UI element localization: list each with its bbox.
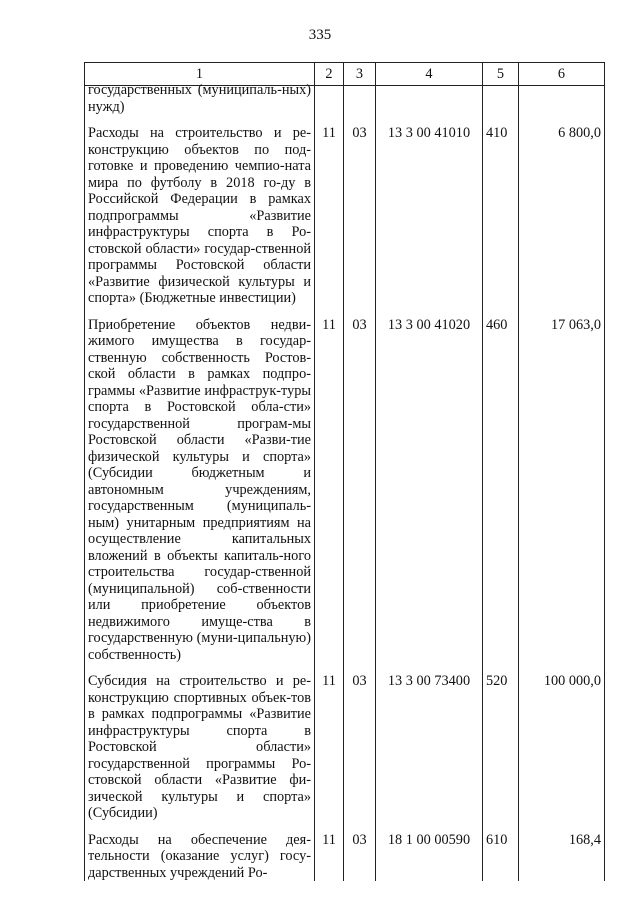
- row-subsection: 03: [344, 125, 376, 307]
- table-row-continuation: [85, 86, 605, 116]
- row-expense-type: 520: [483, 673, 519, 822]
- row-amount: 100 000,0: [519, 673, 605, 822]
- row-expense-type: 410: [483, 125, 519, 307]
- row-description: Расходы на обеспечение дея-тельности (оказание услуг) госу-дарственных учреждений Ро-: [85, 832, 315, 882]
- column-header-6: 6: [519, 63, 605, 86]
- row-amount: 6 800,0: [519, 125, 605, 307]
- column-header-5: 5: [483, 63, 519, 86]
- row-section: 11: [315, 125, 344, 307]
- budget-table: [84, 62, 605, 881]
- row-description: [85, 82, 315, 116]
- row-expense-type: 460: [483, 317, 519, 664]
- column-header-4: 4: [376, 63, 483, 86]
- column-header-2: 2: [315, 63, 344, 86]
- row-subsection: 03: [344, 673, 376, 822]
- row-amount: 168,4: [519, 832, 605, 882]
- page-number: 335: [308, 27, 332, 43]
- row-section: 11: [315, 673, 344, 822]
- row-expense-type: 610: [483, 832, 519, 882]
- table-row: [85, 673, 605, 822]
- continuation-text: государственных (муниципаль-ных) нужд): [88, 82, 311, 115]
- row-description: Приобретение объектов недви-жимого имущества в государ-ственную собственность Ростов-ской области в рамках подпро-граммы «Развитие инфраструк-туры спорта в Ростовской обла-сти» государственной програм-мы Ростовской области «Разви-тие физической культуры и спорта» (Субсидии бюджетным и автономным учреждениям, государственным (муниципаль-ным) унитарным предприятиям на осуществление капитальных вложений в объекты капиталь-ного строительства государ-ственной (муниципальной) соб-ственности или приобретение объектов недвижимого имуще-ства в государственную (муни-ципальную) собственность): [85, 317, 315, 664]
- row-target-code: 18 1 00 00590: [376, 832, 483, 882]
- table-row: [85, 832, 605, 882]
- table-row: [85, 317, 605, 664]
- row-subsection: 03: [344, 317, 376, 664]
- row-target-code: 13 3 00 41020: [376, 317, 483, 664]
- row-target-code: 13 3 00 73400: [376, 673, 483, 822]
- row-subsection: 03: [344, 832, 376, 882]
- column-header-1: 1: [85, 63, 315, 86]
- column-header-3: 3: [344, 63, 376, 86]
- row-section: 11: [315, 317, 344, 664]
- row-amount: 17 063,0: [519, 317, 605, 664]
- row-description: Субсидия на строительство и ре-конструкцию спортивных объек-тов в рамках подпрограммы «Развитие инфраструктуры спорта в Ростовской области» государственной программы Ро-стовской области «Развитие фи-зической культуры и спорта» (Субсидии): [85, 673, 315, 822]
- row-section: 11: [315, 832, 344, 882]
- row-target-code: 13 3 00 41010: [376, 125, 483, 307]
- row-description: Расходы на строительство и ре-конструкцию объектов по под-готовке и проведению чемпио-ната мира по футболу в 2018 го-ду в Российской Федерации в рамках подпрограммы «Развитие инфраструктуры спорта в Ро-стовской области» государ-ственной программы Ростовской области «Развитие физической культуры и спорта» (Бюджетные инвестиции): [85, 125, 315, 307]
- table-row: [85, 125, 605, 307]
